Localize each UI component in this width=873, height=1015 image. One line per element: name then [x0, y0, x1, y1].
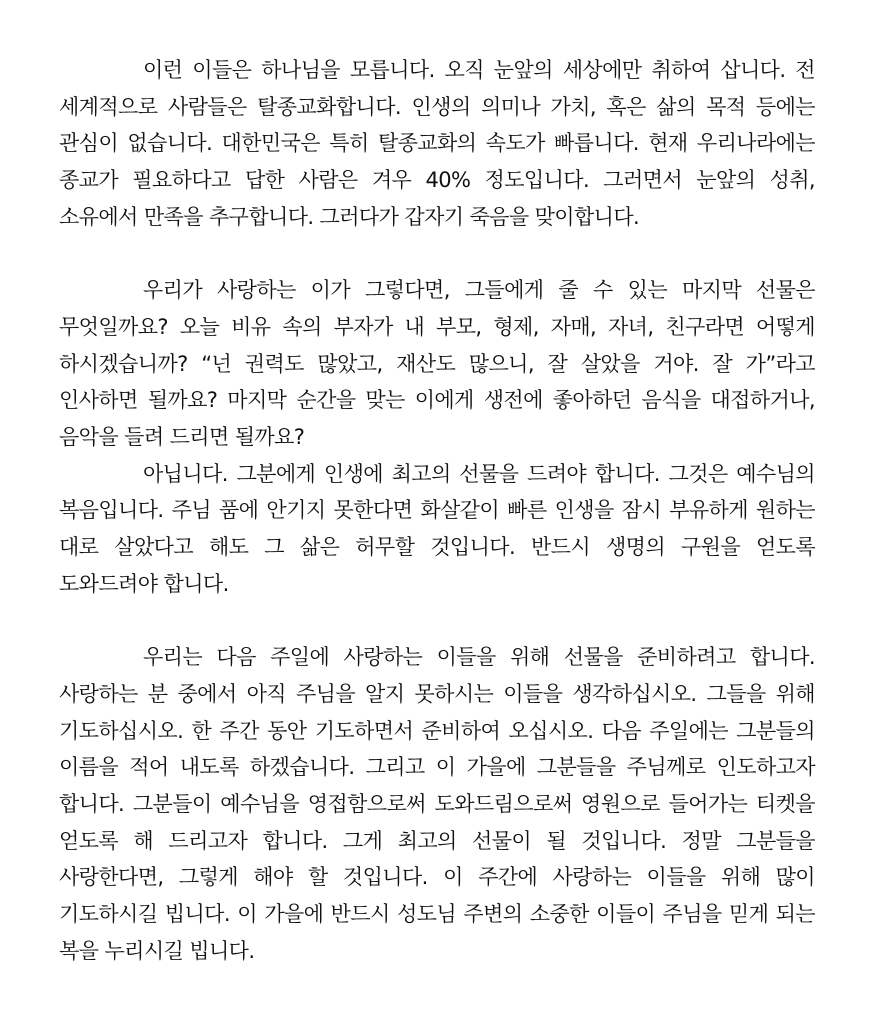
paragraph-spacer [59, 603, 815, 640]
paragraph-spacer [59, 236, 815, 273]
paragraph-4: 우리는 다음 주일에 사랑하는 이들을 위해 선물을 준비하려고 합니다. 사랑하는 분 중에서 아직 주님을 알지 못하시는 이들을 생각하십시오. 그들을 위해 기도하십시오. 한 주간 동안 기도하면서 준비하여 오십시오. 다음 주일에는 그분들의 이름을 적어 내도록 하겠습니다. 그리고 이 가을에 그분들을 주님께로 인도하고자 합니다. 그분들이 예수님을 영접함으로써 도와드림으로써 영원으로 들어가는 티켓을 얻도록 해 드리고자 합니다. 그게 최고의 선물이 될 것입니다. 정말 그분들을 사랑한다면, 그렇게 해야 할 것입니다. 이 주간에 사랑하는 이들을 위해 많이 기도하시길 빕니다. 이 가을에 반드시 성도님 주변의 소중한 이들이 주님을 믿게 되는 복을 누리시길 빕니다. [59, 645, 815, 963]
paragraph-3: 아닙니다. 그분에게 인생에 최고의 선물을 드려야 합니다. 그것은 예수님의 복음입니다. 주님 품에 안기지 못한다면 화살같이 빠른 인생을 잠시 부유하게 원하는 대로 살았다고 해도 그 삶은 허무할 것입니다. 반드시 생명의 구원을 얻도록 도와드려야 합니다. [59, 461, 816, 596]
paragraph-2: 우리가 사랑하는 이가 그렇다면, 그들에게 줄 수 있는 마지막 선물은 무엇일까요? 오늘 비유 속의 부자가 내 부모, 형제, 자매, 자녀, 친구라면 어떻게 하시겠습니까? “넌 권력도 많았고, 재산도 많으니, 잘 살았을 거야. 잘 가”라고 인사하면 될까요? 마지막 순간을 맞는 이에게 생전에 좋아하던 음식을 대접하거나, 음악을 들려 드리면 될까요? [59, 278, 815, 450]
paragraph-1: 이런 이들은 하나님을 모릅니다. 오직 눈앞의 세상에만 취하여 삽니다. 전 세계적으로 사람들은 탈종교화합니다. 인생의 의미나 가치, 혹은 삶의 목적 등에는 관심이 없습니다. 대한민국은 특히 탈종교화의 속도가 빠릅니다. 현재 우리나라에는 종교가 필요하다고 답한 사람은 겨우 40% 정도입니다. 그러면서 눈앞의 성취, 소유에서 만족을 추구합니다. 그러다가 갑자기 죽음을 맞이합니다. [59, 58, 815, 229]
document-body [59, 52, 815, 970]
